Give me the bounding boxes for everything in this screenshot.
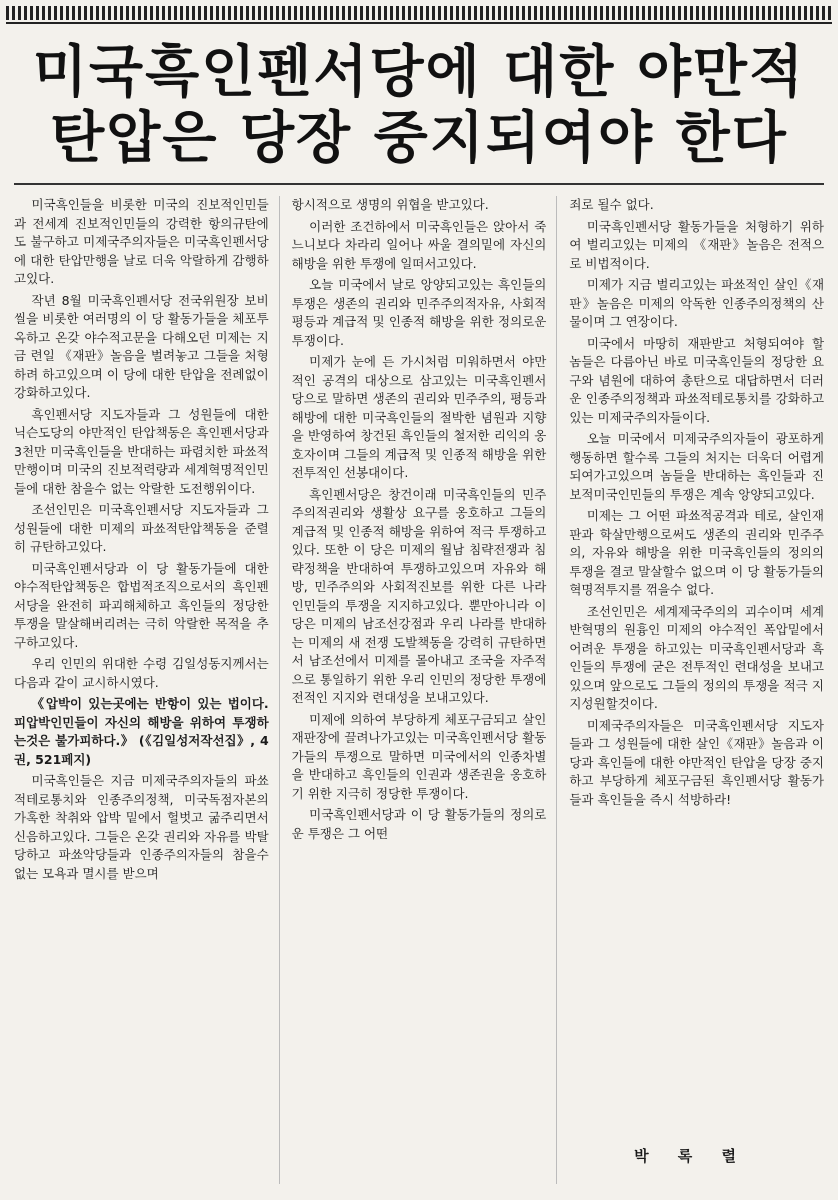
paragraph: 오늘 미국에서 날로 앙양되고있는 흑인들의 투쟁은 생존의 권리와 민주주의적자유, 사회적평등과 계급적 및 인종적 해방을 위한 정의로운 투쟁이다.	[291, 277, 547, 348]
paragraph: 이러한 조건하에서 미국흑인들은 앉아서 죽느니보다 차라리 일어나 싸울 결의밑에 자신의 해방을 위한 투쟁에 일떠서고있다.	[291, 218, 547, 271]
paragraph: 오늘 미국에서 미제국주의자들이 광포하게 행동하면 할수록 그들의 처지는 더욱더 어렵게 되여가고있으며 놈들을 반대하는 흑인들과 진보적미국인민들의 투쟁은 계속 앙양되고있다.	[569, 431, 825, 502]
paragraph: 흑인펜서당 지도자들과 그 성원들에 대한 닉슨도당의 야만적인 탄압책동은 흑인펜서당과 3천만 미국흑인들을 반대하는 파렴치한 파쑈적만행이며 미국의 진보적력량과 세계혁명적인민들에 대한 참을수 없는 악랄한 도전행위이다.	[14, 406, 269, 496]
article-column-1	[14, 196, 280, 1184]
quotation: 《압박이 있는곳에는 반항이 있는 법이다. 피압박인민들이 자신의 해방을 위하여 투쟁하는것은 불가피하다.》 (《김일성저작선집》, 4권, 521페지)	[14, 696, 269, 767]
paragraph: 죄로 될수 없다.	[569, 197, 654, 212]
paragraph: 조선인민은 미국흑인펜서당 지도자들과 그 성원들에 대한 미제의 파쑈적탄압책동을 준렬히 규탄하고있다.	[14, 502, 269, 554]
article-column-3	[569, 196, 824, 1184]
paragraph: 조선인민은 세계제국주의의 괴수이며 세계반혁명의 원흉인 미제의 야수적인 폭압밑에서 어려운 투쟁을 하고있는 미국흑인펜서당과 흑인들의 투쟁에 굳은 전투적인 련대성을 보내고있으며 앞으로도 그들의 정의의 투쟁을 적극 지지성원할것이다.	[569, 603, 825, 711]
author-signature: 박 록 렬	[634, 1147, 748, 1165]
paragraph: 미제에 의하여 부당하게 체포구금되고 살인재판장에 끌려나가고있는 미국흑인펜서당 활동가들의 투쟁으로 말하면 미국에서의 인종차별을 반대하고 흑인들의 인권과 생존권을 옹호하기 위한 지극히 정당한 투쟁이다.	[291, 711, 547, 801]
paragraph: 미제국주의자들은 미국흑인펜서당 지도자들과 그 성원들에 대한 살인《재판》놀음과 이 당과 흑인들에 대한 야만적인 탄압을 당장 중지하고 부당하게 체포구금된 흑인펜서당 활동가들과 흑인들을 즉시 석방하라!	[569, 717, 825, 807]
paragraph: 미국흑인들을 비롯한 미국의 진보적인민들과 전세계 진보적인민들의 강력한 항의규탄에도 불구하고 미제국주의자들은 미국흑인펜서당에 대한 탄압만행을 날로 더욱 악랄하게 감행하고있다.	[14, 197, 269, 286]
paragraph: 작년 8월 미국흑인펜서당 전국위원장 보비 씰을 비롯한 여러명의 이 당 활동가들을 체포투옥하고 온갖 야수적고문을 다해오던 미제는 지금 련일 《재판》놀음을 벌려놓고 그들을 처형하려 하고있으며 이 당에 대한 탄압을 전례없이 강화하고있다.	[14, 292, 269, 400]
paragraph: 미국흑인들은 지금 미제국주의자들의 파쑈적테로통치와 인종주의정책, 미국독점자본의 가혹한 착취와 압박 밑에서 헐벗고 굶주리면서 신음하고있다. 그들은 온갖 권리와 자유를 박탈당하고 파쑈악당들과 인종주의자들의 참을수 없는 모욕과 멸시를 받으며	[14, 773, 269, 881]
paragraph: 미제는 그 어떤 파쑈적공격과 테로, 살인재판과 학살만행으로써도 생존의 권리와 민주주의, 자유와 해방을 위한 미국흑인들의 정의의 투쟁을 결코 말살할수 없으며 이 당 활동가들의 혁명적투지를 꺾을수 없다.	[569, 508, 825, 597]
paragraph: 미제가 눈에 든 가시처럼 미워하면서 야만적인 공격의 대상으로 삼고있는 미국흑인펜서당으로 말하면 생존의 권리와 민주주의, 평등과 해방에 대한 미국흑인들의 절박한 념원과 지향을 반영하여 창건된 흑인들의 철저한 리익의 옹호자이며 그들의 계급적 및 인종적 해방을 위한 전투적인 선봉대이다.	[291, 354, 547, 480]
headline-line-1: 미국흑인펜서당에 대한 야만적	[32, 40, 806, 105]
paragraph: 미제가 지금 벌리고있는 파쑈적인 살인《재판》놀음은 미제의 악독한 인종주의정책의 산물이며 그 연장이다.	[569, 277, 825, 329]
headline	[0, 40, 838, 172]
paragraph: 미국에서 마땅히 재판받고 처형되여야 할 놈들은 다름아닌 바로 미국흑인들의 정당한 요구와 념원에 대하여 총탄으로 대답하면서 더러운 인종주의정책과 파쑈적테로통치를 강화하고있는 미제국주의자들이다.	[569, 335, 825, 425]
top-decorative-rule	[6, 6, 832, 20]
article-body	[14, 196, 824, 1184]
headline-line-2: 탄압은 당장 중지되여야 한다	[50, 106, 788, 171]
article-column-2	[292, 196, 558, 1184]
paragraph: 우리 인민의 위대한 수령 김일성동지께서는 다음과 같이 교시하시였다.	[14, 656, 269, 690]
paragraph: 미국흑인펜서당 활동가들을 처형하기 위하여 벌리고있는 미제의 《재판》놀음은 전적으로 비법적이다.	[569, 218, 825, 271]
paragraph: 흑인펜서당은 창건이래 미국흑인들의 민주주의적권리와 생활상 요구를 옹호하고 그들의 계급적 및 인종적 해방을 위하여 적극 투쟁하고있다. 또한 이 당은 미제의 월남 침략전쟁과 침략정책을 반대하여 투쟁하고있으며 자유와 해방, 민주주의와 사회적진보를 위한 다른 나라 인민들의 투쟁을 지지하고있다. 뿐만아니라 이 당은 미제의 남조선강점과 우리 나라를 반대하는 미제의 새 전쟁 도발책동을 강력히 규탄하면서 남조선에서 미제를 몰아내고 조국을 자주적으로 통일하기 위한 우리 인민의 정당한 투쟁에 전적인 지지와 련대성을 보내고있다.	[291, 486, 547, 705]
paragraph: 미국흑인펜서당과 이 당 활동가들의 정의로운 투쟁은 그 어떤	[291, 807, 547, 841]
paragraph: 미국흑인펜서당과 이 당 활동가들에 대한 야수적탄압책동은 합법적조직으로서의 흑인펜서당을 완전히 파괴해체하고 흑인들의 정당한 투쟁을 말살해버리려는 극히 악랄한 목적을 추구하고있다.	[14, 560, 269, 650]
headline-divider	[14, 183, 824, 185]
paragraph: 항시적으로 생명의 위협을 받고있다.	[291, 197, 489, 212]
top-rule-line	[6, 22, 832, 24]
